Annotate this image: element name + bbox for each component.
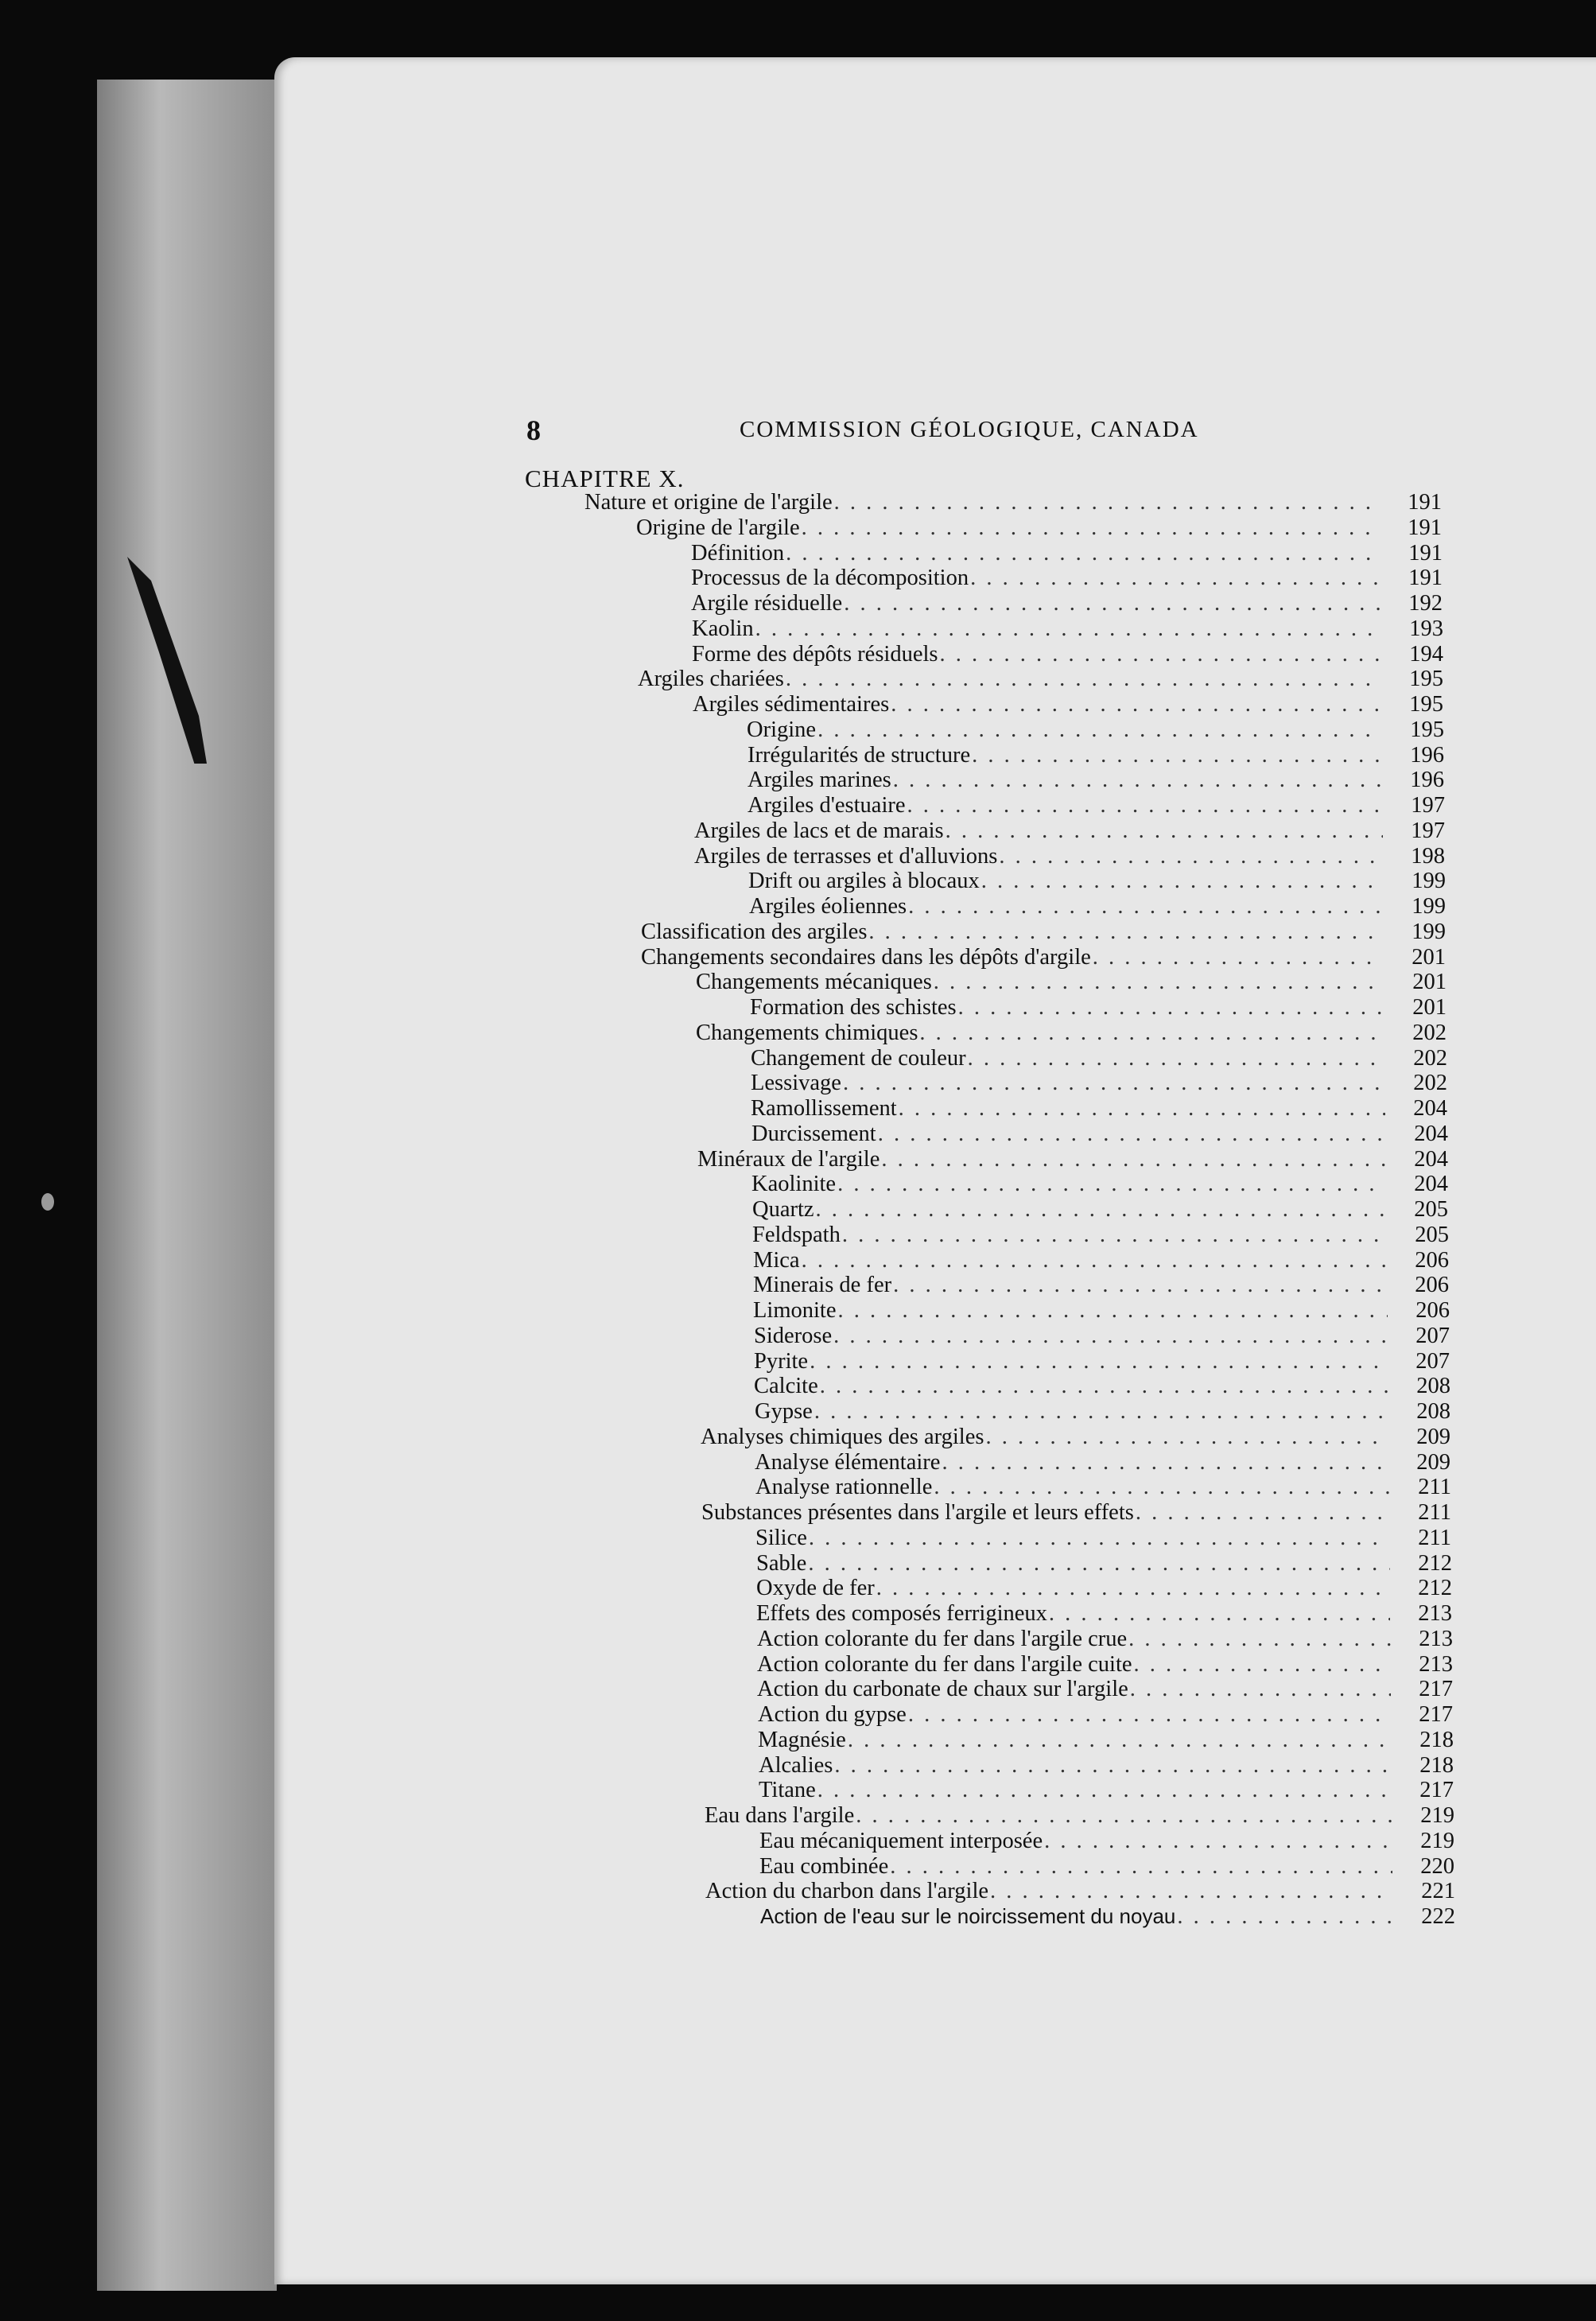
toc-leader-dots — [957, 995, 1384, 1021]
toc-leader-dots — [800, 1248, 1387, 1273]
toc-entry-page: 196 — [1410, 768, 1444, 792]
toc-leader-dots — [806, 1551, 1390, 1576]
toc-entry — [758, 1728, 1454, 1753]
toc-entry — [697, 1147, 1448, 1172]
toc-leader-dots — [867, 919, 1384, 945]
toc-leader-dots — [891, 1273, 1387, 1298]
toc-entry — [694, 818, 1445, 844]
toc-entry — [692, 616, 1443, 642]
toc-leader-dots — [932, 1475, 1389, 1500]
toc-entry — [705, 1803, 1454, 1829]
toc-entry — [693, 692, 1443, 717]
toc-entry-page: 202 — [1412, 1021, 1446, 1045]
toc-entry-page: 221 — [1421, 1879, 1455, 1903]
toc-leader-dots — [875, 1576, 1390, 1601]
toc-entry-page: 191 — [1408, 490, 1442, 515]
toc-leader-dots — [854, 1803, 1392, 1829]
toc-entry-page: 206 — [1415, 1298, 1450, 1323]
toc-entry-page: 218 — [1419, 1753, 1454, 1778]
toc-entry-title: Silice — [755, 1526, 807, 1550]
toc-leader-dots — [906, 793, 1383, 818]
toc-leader-dots — [833, 490, 1380, 515]
toc-entry — [748, 768, 1444, 793]
toc-entry-title: Origine de l'argile — [636, 515, 800, 540]
toc-leader-dots — [1128, 1677, 1391, 1702]
toc-entry-title: Analyse élémentaire — [755, 1450, 941, 1475]
toc-entry-title: Durcissement — [751, 1122, 876, 1146]
toc-entry — [696, 1021, 1446, 1046]
toc-entry-page: 213 — [1418, 1601, 1452, 1626]
toc-leader-dots — [897, 1096, 1385, 1122]
toc-entry-title: Effets des composés ferrigineux — [756, 1601, 1047, 1626]
toc-entry-title: Kaolinite — [751, 1172, 837, 1196]
toc-entry — [755, 1475, 1451, 1500]
toc-leader-dots — [1134, 1500, 1389, 1526]
toc-entry-page: 222 — [1421, 1904, 1455, 1929]
toc-entry-title: Minerais de fer — [753, 1273, 892, 1297]
toc-entry — [755, 1526, 1451, 1551]
toc-entry-page: 191 — [1408, 541, 1443, 566]
toc-leader-dots — [813, 1399, 1388, 1425]
toc-entry-page: 198 — [1411, 844, 1445, 869]
toc-entry — [754, 1374, 1450, 1399]
toc-entry-title: Gypse — [755, 1399, 813, 1424]
toc-leader-dots — [832, 1324, 1388, 1349]
toc-entry-title: Eau mécaniquement interposée — [759, 1829, 1043, 1853]
toc-entry — [759, 1854, 1454, 1880]
toc-entry-page: 220 — [1420, 1854, 1454, 1879]
toc-entry-page: 217 — [1419, 1778, 1454, 1802]
toc-leader-dots — [891, 768, 1382, 793]
toc-entry-title: Feldspath — [752, 1223, 841, 1247]
toc-entry-title: Eau combinée — [759, 1854, 889, 1879]
toc-entry — [641, 945, 1446, 970]
toc-entry-title: Changement de couleur — [751, 1046, 966, 1071]
page-header — [0, 414, 1596, 445]
toc-leader-dots — [784, 541, 1380, 566]
toc-entry — [757, 1677, 1453, 1702]
toc-leader-dots — [980, 869, 1384, 894]
toc-entry — [750, 995, 1446, 1021]
toc-leader-dots — [784, 667, 1381, 692]
toc-leader-dots — [841, 1223, 1387, 1248]
toc-leader-dots — [814, 1197, 1386, 1223]
toc-entry-page: 199 — [1412, 919, 1446, 944]
toc-entry-page: 211 — [1418, 1500, 1451, 1525]
toc-entry-page: 204 — [1414, 1147, 1448, 1172]
toc-entry-title: Action du gypse — [758, 1702, 907, 1727]
toc-entry-page: 202 — [1413, 1071, 1447, 1095]
toc-entry-page: 213 — [1419, 1652, 1453, 1677]
toc-entry-page: 204 — [1413, 1096, 1447, 1121]
toc-leader-dots — [889, 692, 1381, 717]
toc-entry-title: Oxyde de fer — [756, 1576, 875, 1600]
toc-entry-title: Mica — [753, 1248, 800, 1273]
toc-entry — [705, 1879, 1455, 1904]
toc-leader-dots — [880, 1147, 1386, 1172]
toc-leader-dots — [800, 515, 1380, 541]
toc-leader-dots — [846, 1728, 1392, 1753]
toc-leader-dots — [836, 1172, 1386, 1197]
toc-entry — [759, 1778, 1454, 1803]
toc-leader-dots — [969, 566, 1380, 591]
toc-entry-page: 194 — [1409, 642, 1443, 667]
toc-entry-page: 219 — [1420, 1803, 1454, 1828]
toc-entry-title: Argiles sédimentaires — [693, 692, 890, 717]
toc-entry — [748, 743, 1444, 768]
toc-entry-title: Changements secondaires dans les dépôts d'argile — [641, 945, 1091, 970]
toc-entry-title: Argiles marines — [748, 768, 891, 792]
toc-leader-dots — [888, 1854, 1392, 1880]
toc-entry-title: Forme des dépôts résiduels — [692, 642, 938, 667]
toc-entry-title: Sable — [756, 1551, 807, 1576]
toc-entry-title: Quartz — [752, 1197, 814, 1222]
toc-entry — [759, 1829, 1454, 1854]
toc-entry — [752, 1223, 1449, 1248]
toc-entry-page: 209 — [1416, 1450, 1450, 1475]
toc-entry-title: Analyses chimiques des argiles — [701, 1425, 984, 1449]
toc-entry-title: Changements mécaniques — [696, 970, 932, 994]
toc-leader-dots — [907, 894, 1384, 919]
toc-entry-page: 199 — [1412, 869, 1446, 893]
toc-entry — [751, 1046, 1447, 1071]
toc-entry-page: 202 — [1413, 1046, 1447, 1071]
toc-entry-page: 206 — [1415, 1273, 1449, 1297]
toc-leader-dots — [1043, 1829, 1392, 1854]
toc-entry-page: 205 — [1415, 1223, 1449, 1247]
toc-leader-dots — [997, 844, 1383, 869]
toc-leader-dots — [1127, 1627, 1391, 1652]
toc-leader-dots — [918, 1021, 1384, 1046]
scan-spot — [41, 1193, 54, 1211]
toc-leader-dots — [988, 1879, 1393, 1904]
toc-entry-title: Action de l'eau sur le noircissement du noyau — [760, 1904, 1176, 1928]
toc-entry-title: Argiles éoliennes — [749, 894, 907, 919]
toc-entry-page: 209 — [1416, 1425, 1450, 1449]
toc-entry-title: Changements chimiques — [696, 1021, 918, 1045]
running-title: COMMISSION GÉOLOGIQUE, CANADA — [740, 417, 1199, 442]
toc-leader-dots — [841, 1071, 1385, 1096]
toc-entry-page: 205 — [1414, 1197, 1448, 1222]
toc-entry — [753, 1273, 1449, 1298]
toc-entry-title: Drift ou argiles à blocaux — [748, 869, 980, 893]
toc-entry — [751, 1071, 1447, 1096]
toc-entry — [701, 1425, 1450, 1450]
toc-entry — [696, 970, 1446, 995]
toc-entry — [758, 1702, 1453, 1728]
toc-entry-title: Magnésie — [758, 1728, 846, 1752]
toc-entry-page: 201 — [1412, 995, 1446, 1020]
toc-entry-title: Minéraux de l'argile — [697, 1147, 880, 1172]
toc-entry — [755, 1399, 1450, 1425]
toc-entry-page: 207 — [1415, 1324, 1450, 1348]
spine-mark — [127, 557, 223, 764]
toc-entry-title: Kaolin — [692, 616, 754, 641]
toc-leader-dots — [836, 1298, 1388, 1324]
toc-entry-title: Classification des argiles — [641, 919, 868, 944]
toc-entry-page: 192 — [1408, 591, 1443, 616]
toc-entry — [749, 894, 1446, 919]
toc-entry-page: 197 — [1411, 793, 1445, 818]
toc-entry-page: 199 — [1412, 894, 1446, 919]
toc-entry — [756, 1601, 1452, 1627]
toc-entry-title: Ramollissement — [751, 1096, 897, 1121]
toc-entry — [759, 1753, 1454, 1779]
toc-entry — [756, 1576, 1452, 1601]
toc-leader-dots — [944, 818, 1383, 844]
toc-entry-title: Argiles de lacs et de marais — [694, 818, 944, 843]
toc-entry — [757, 1627, 1453, 1652]
toc-entry-page: 197 — [1411, 818, 1445, 843]
toc-entry-page: 195 — [1409, 667, 1443, 691]
toc-entry-page: 217 — [1419, 1702, 1453, 1727]
toc-entry-title: Argiles chariées — [638, 667, 784, 691]
toc-leader-dots — [1091, 945, 1384, 970]
toc-leader-dots — [1132, 1652, 1391, 1678]
toc-entry-title: Analyse rationnelle — [755, 1475, 933, 1499]
book-spine — [97, 80, 277, 2291]
toc-entry-page: 196 — [1410, 743, 1444, 768]
toc-entry — [636, 515, 1442, 541]
toc-leader-dots — [807, 1526, 1389, 1551]
toc-entry-page: 211 — [1418, 1475, 1451, 1499]
toc-entry — [753, 1248, 1449, 1273]
toc-leader-dots — [1047, 1601, 1390, 1627]
toc-entry — [584, 490, 1442, 515]
toc-leader-dots — [970, 743, 1382, 768]
toc-entry — [641, 919, 1446, 945]
toc-entry-title: Argile résiduelle — [691, 591, 843, 616]
toc-entry-page: 211 — [1418, 1526, 1451, 1550]
toc-entry — [748, 869, 1446, 894]
toc-entry — [760, 1904, 1455, 1930]
toc-entry-title: Processus de la décomposition — [691, 566, 969, 590]
toc-entry-title: Action colorante du fer dans l'argile crue — [757, 1627, 1128, 1651]
toc-leader-dots — [816, 717, 1382, 743]
toc-entry-page: 218 — [1419, 1728, 1454, 1752]
toc-entry-page: 204 — [1414, 1172, 1448, 1196]
toc-entry-title: Nature et origine de l'argile — [584, 490, 833, 515]
toc-entry — [751, 1172, 1448, 1197]
toc-entry-title: Titane — [759, 1778, 816, 1802]
toc-entry-page: 195 — [1410, 717, 1444, 742]
toc-leader-dots — [938, 642, 1382, 667]
toc-entry-page: 201 — [1412, 970, 1446, 994]
toc-entry — [638, 667, 1443, 692]
toc-leader-dots — [808, 1349, 1388, 1374]
toc-leader-dots — [966, 1046, 1385, 1071]
toc-entry-title: Limonite — [753, 1298, 837, 1323]
page-number: 8 — [526, 414, 541, 446]
toc-entry — [751, 1096, 1447, 1122]
toc-leader-dots — [876, 1122, 1386, 1147]
toc-entry — [691, 541, 1443, 566]
toc-entry-title: Alcalies — [759, 1753, 833, 1778]
toc-entry-page: 207 — [1415, 1349, 1450, 1374]
toc-entry-page: 213 — [1419, 1627, 1453, 1651]
toc-leader-dots — [816, 1778, 1392, 1803]
toc-entry — [691, 591, 1443, 616]
toc-entry-title: Siderose — [754, 1324, 833, 1348]
toc-entry-title: Pyrite — [754, 1349, 809, 1374]
toc-entry-page: 193 — [1409, 616, 1443, 641]
toc-leader-dots — [932, 970, 1384, 995]
toc-entry-page: 204 — [1414, 1122, 1448, 1146]
toc-entry-title: Argiles d'estuaire — [748, 793, 906, 818]
toc-entry-title: Eau dans l'argile — [705, 1803, 855, 1828]
toc-entry-title: Argiles de terrasses et d'alluvions — [694, 844, 998, 869]
chapter-heading: CHAPITRE X. — [525, 465, 685, 492]
toc-entry — [755, 1450, 1450, 1475]
toc-entry — [756, 1551, 1452, 1576]
toc-entry-page: 212 — [1418, 1551, 1452, 1576]
toc-leader-dots — [833, 1753, 1392, 1779]
toc-entry-title: Action du charbon dans l'argile — [705, 1879, 989, 1903]
toc-entry — [754, 1324, 1450, 1349]
toc-entry-page: 191 — [1408, 515, 1442, 540]
toc-entry — [692, 642, 1443, 667]
toc-entry-title: Formation des schistes — [750, 995, 957, 1020]
toc-entry-title: Substances présentes dans l'argile et leurs effets — [701, 1500, 1134, 1525]
toc-leader-dots — [940, 1450, 1388, 1475]
toc-entry — [757, 1652, 1453, 1678]
toc-entry-page: 206 — [1415, 1248, 1449, 1273]
toc-entry — [753, 1298, 1450, 1324]
toc-entry — [751, 1122, 1448, 1147]
toc-entry-page: 217 — [1419, 1677, 1453, 1701]
toc-entry — [748, 793, 1445, 818]
toc-entry-page: 201 — [1412, 945, 1446, 970]
toc-entry-title: Irrégularités de structure — [748, 743, 971, 768]
toc-entry-title: Définition — [691, 541, 785, 566]
toc-entry-title: Calcite — [754, 1374, 818, 1398]
toc-entry-title: Action colorante du fer dans l'argile cuite — [757, 1652, 1132, 1677]
toc-entry-page: 212 — [1418, 1576, 1452, 1600]
toc-entry-page: 208 — [1416, 1399, 1450, 1424]
toc-entry — [752, 1197, 1448, 1223]
toc-leader-dots — [984, 1425, 1388, 1450]
toc-entry-page: 195 — [1409, 692, 1443, 717]
toc-entry — [691, 566, 1443, 591]
toc-leader-dots — [1175, 1904, 1393, 1930]
toc-entry — [747, 717, 1444, 743]
toc-entry — [754, 1349, 1450, 1374]
toc-entry-page: 208 — [1416, 1374, 1450, 1398]
toc-entry-title: Origine — [747, 717, 817, 742]
toc-leader-dots — [818, 1374, 1388, 1399]
toc-entry-page: 191 — [1408, 566, 1443, 590]
toc-leader-dots — [907, 1702, 1391, 1728]
toc-entry — [701, 1500, 1451, 1526]
toc-entry-title: Action du carbonate de chaux sur l'argile — [757, 1677, 1128, 1701]
toc-entry-title: Lessivage — [751, 1071, 841, 1095]
toc-leader-dots — [754, 616, 1381, 642]
toc-leader-dots — [842, 591, 1380, 616]
toc-entry-page: 219 — [1420, 1829, 1454, 1853]
toc-entry — [694, 844, 1445, 869]
